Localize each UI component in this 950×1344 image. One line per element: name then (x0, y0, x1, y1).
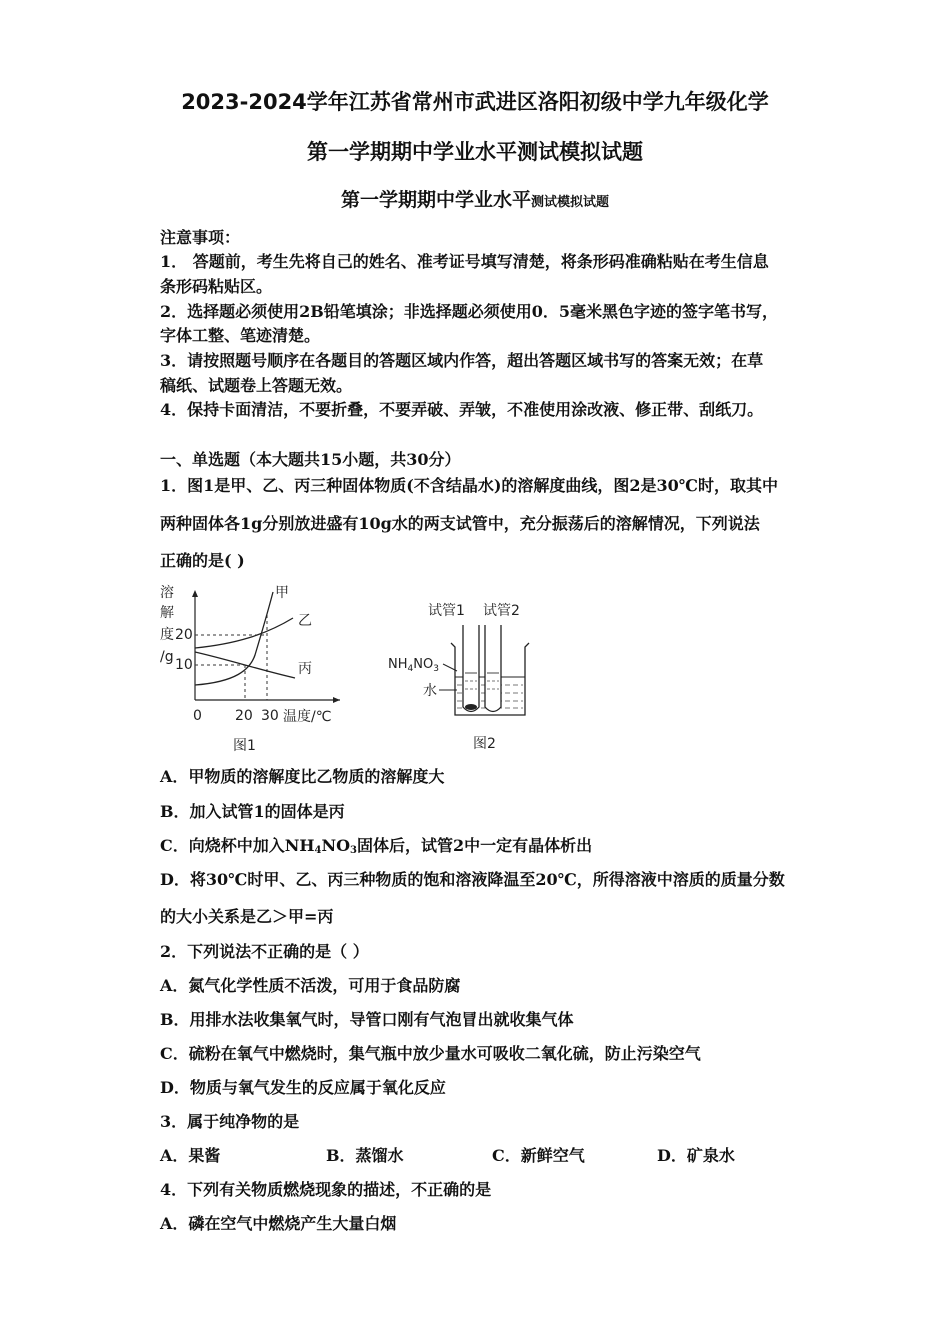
test-tube-1 (463, 625, 479, 712)
curve-yi (195, 618, 293, 648)
q3-stem: 3．属于纯净物的是 (160, 1112, 300, 1131)
q3-option-a: A．果酱 (160, 1146, 221, 1165)
page-subtitle-repeat (0, 191, 950, 210)
x-tick-label: 20 (235, 708, 253, 724)
figure-2-test-tubes (385, 595, 545, 755)
q1-stem-line: 正确的是( ) (160, 551, 245, 570)
opt-c-post: 固体后，试管2中一定有晶体析出 (356, 836, 593, 855)
q2-stem: 2．下列说法不正确的是（ ） (160, 942, 369, 961)
notice-line: 条形码粘贴区。 (160, 277, 273, 296)
reagent-label (388, 657, 439, 674)
figure-2-caption: 图2 (473, 736, 496, 752)
notice-line: 字体工整、笔迹清楚。 (160, 326, 321, 345)
q3-option-c: C．新鲜空气 (492, 1146, 585, 1165)
opt-c-sub: 4 (314, 845, 322, 856)
q1-stem-line: 两种固体各1g分别放进盛有10g水的两支试管中，充分振荡后的溶解情况，下列说法 (160, 514, 760, 533)
test-tube-2 (485, 625, 501, 712)
q2-option-c: C．硫粉在氧气中燃烧时，集气瓶中放少量水可吸收二氧化硫，防止污染空气 (160, 1044, 701, 1063)
q2-option-d: D．物质与氧气发生的反应属于氧化反应 (160, 1078, 446, 1097)
opt-c-sub: 3 (350, 845, 357, 856)
reagent-mid: NO (413, 657, 434, 672)
curve-label-yi: 乙 (298, 613, 312, 629)
q3-option-d: D．矿泉水 (657, 1146, 735, 1165)
y-label-char: 解 (160, 605, 174, 621)
water-label: 水 (423, 683, 437, 699)
y-label-char: 度 (160, 627, 174, 643)
notice-line: 4．保持卡面清洁，不要折叠，不要弄破、弄皱，不准使用涂改液、修正带、刮纸刀。 (160, 400, 764, 419)
y-label-char: 溶 (160, 585, 174, 601)
tube-1-label: 试管1 (428, 603, 465, 619)
y-tick-label: 10 (175, 657, 193, 673)
subtitle-main: 第一学期期中学业水平 (340, 189, 531, 211)
y-tick-label: 20 (175, 627, 193, 643)
subtitle-small: 测试模拟试题 (531, 195, 610, 210)
section-heading: 一、单选题（本大题共15小题，共30分） (160, 450, 461, 469)
notice-line: 2．选择题必须使用2B铅笔填涂；非选择题必须使用0．5毫米黑色字迹的签字笔书写， (160, 302, 779, 321)
q1-option-d-cont: 的大小关系是乙＞甲=丙 (160, 907, 334, 926)
x-axis-label: 温度/℃ (283, 709, 332, 725)
q1-option-d: D．将30℃时甲、乙、丙三种物质的饱和溶液降温至20℃，所得溶液中溶质的质量分数 (160, 870, 785, 889)
q1-option-c (160, 838, 592, 856)
q4-option-a: A．磷在空气中燃烧产生大量白烟 (160, 1214, 397, 1233)
reagent-sub: 3 (433, 664, 439, 674)
q1-option-a: A．甲物质的溶解度比乙物质的溶解度大 (160, 767, 445, 786)
q3-option-b: B．蒸馏水 (326, 1146, 404, 1165)
q2-option-a: A．氮气化学性质不活泼，可用于食品防腐 (160, 976, 461, 995)
x-tick-label: 30 (261, 708, 279, 724)
q1-option-b: B．加入试管1的固体是丙 (160, 802, 345, 821)
opt-c-pre: C．向烧杯中加入NH (160, 836, 315, 855)
notice-line: 1． 答题前，考生先将自己的姓名、准考证号填写清楚，将条形码准确粘贴在考生信息 (160, 252, 769, 271)
y-axis-arrow (192, 590, 198, 597)
curve-label-bing: 丙 (298, 661, 312, 677)
tube-1-undissolved-solid (465, 704, 477, 710)
curve-label-jia: 甲 (275, 585, 289, 601)
curve-jia (195, 592, 273, 685)
page-title: 2023-2024学年江苏省常州市武进区洛阳初级中学九年级化学 (181, 90, 769, 114)
reagent-sub: 4 (407, 664, 414, 674)
notice-line: 稿纸、试题卷上答题无效。 (160, 376, 353, 395)
notice-heading: 注意事项： (160, 228, 241, 247)
opt-c-mid: NO (321, 836, 351, 855)
y-label-char: /g (160, 649, 174, 665)
q1-stem-line: 1．图1是甲、乙、丙三种固体物质(不含结晶水)的溶解度曲线，图2是30℃时，取其中 (160, 476, 778, 495)
reagent-main: NH (388, 657, 408, 672)
figure-1-solubility-chart (155, 580, 355, 755)
x-tick-label: 0 (193, 708, 202, 724)
figure-1-caption: 图1 (233, 738, 256, 754)
page-subtitle: 第一学期期中学业水平测试模拟试题 (307, 140, 643, 164)
x-axis-arrow (333, 697, 340, 703)
notice-line: 3．请按照题号顺序在各题目的答题区域内作答，超出答题区域书写的答案无效；在草 (160, 351, 764, 370)
q4-stem: 4．下列有关物质燃烧现象的描述，不正确的是 (160, 1180, 492, 1199)
tube-2-label: 试管2 (483, 603, 520, 619)
q2-option-b: B．用排水法收集氧气时，导管口刚有气泡冒出就收集气体 (160, 1010, 574, 1029)
